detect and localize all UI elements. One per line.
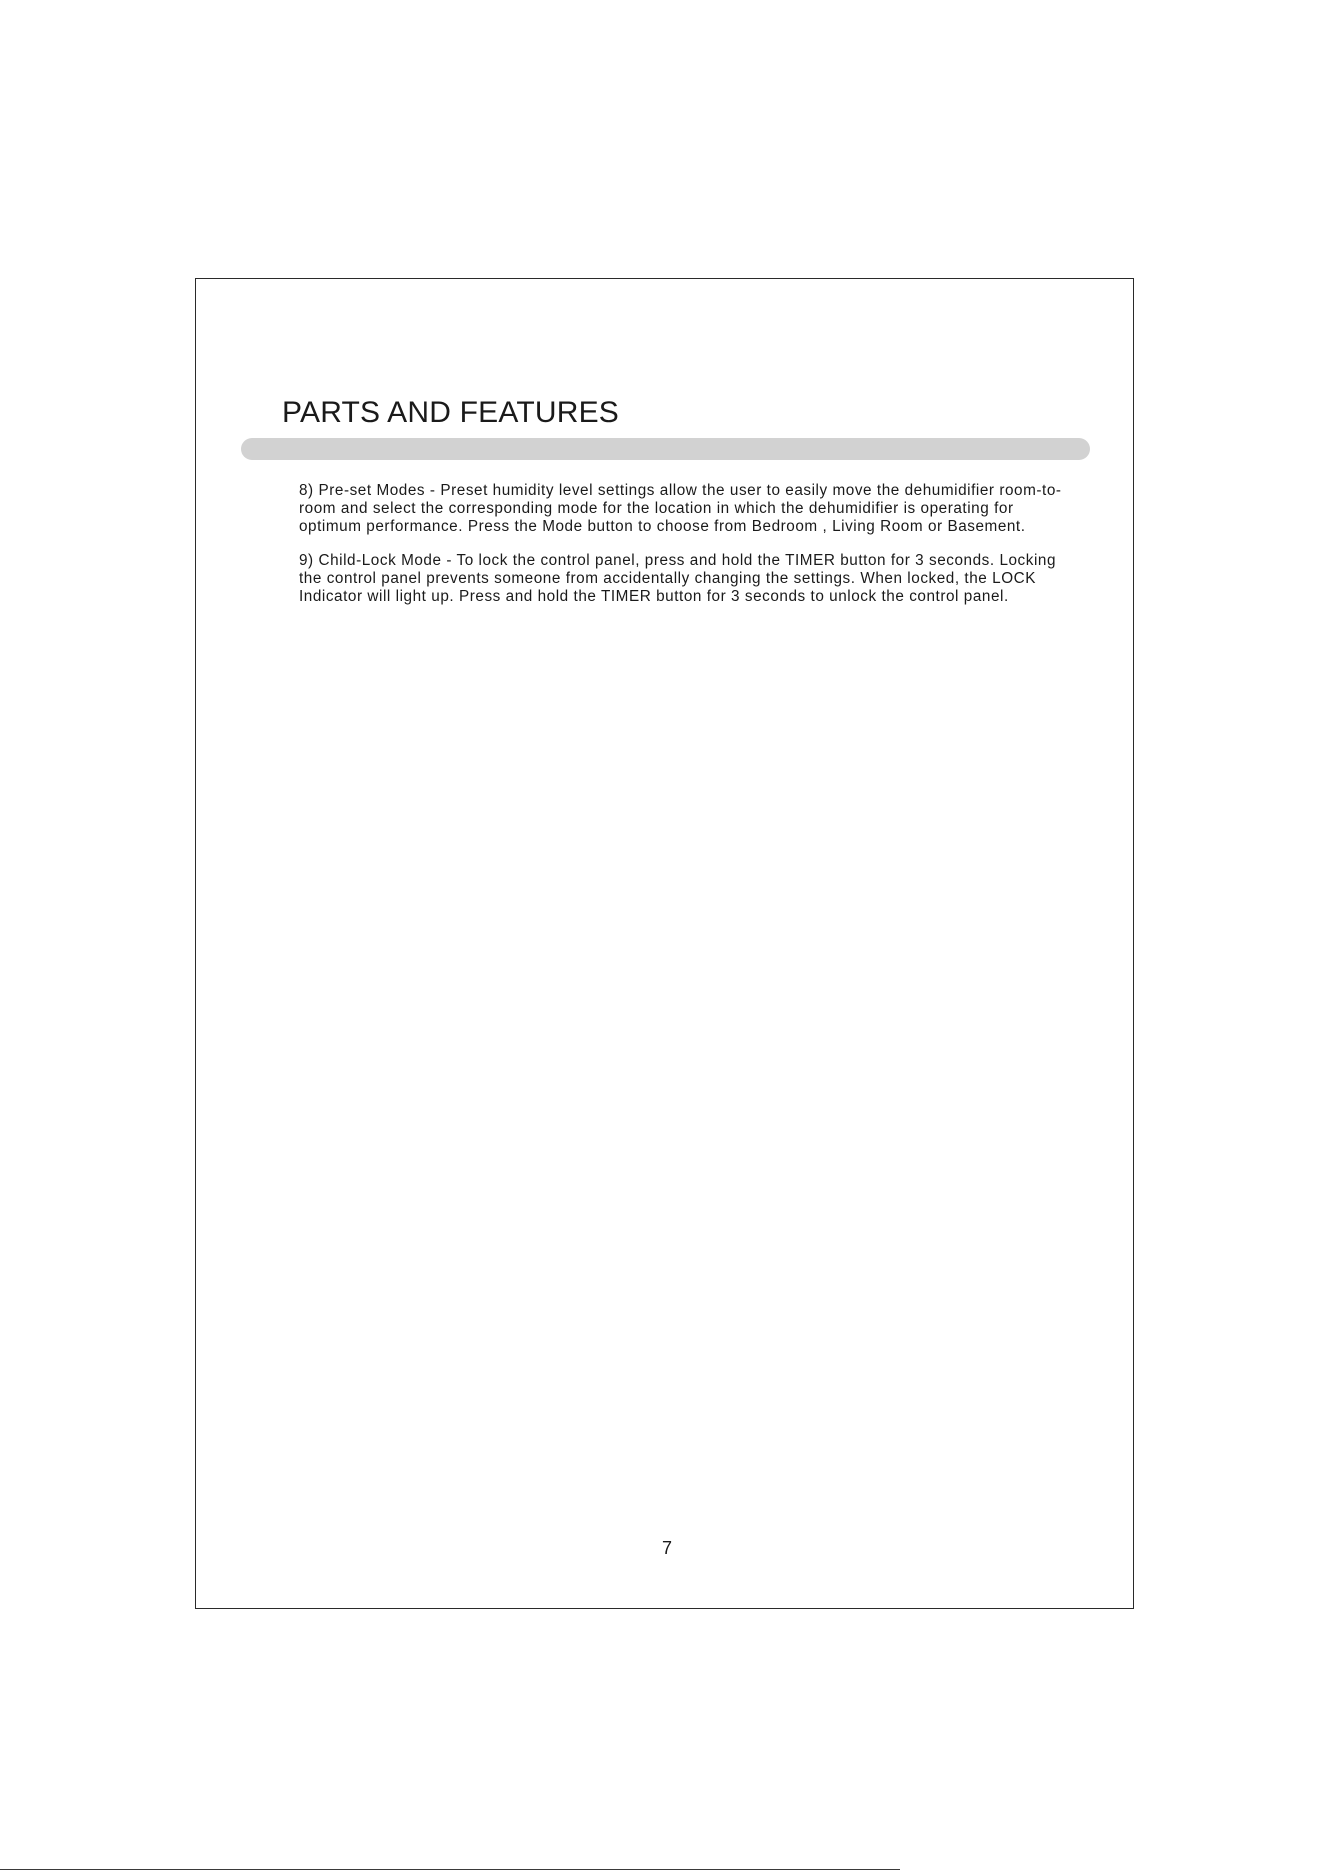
page-number: 7 bbox=[661, 1538, 672, 1558]
section-title: PARTS AND FEATURES bbox=[282, 396, 619, 429]
bottom-rule bbox=[0, 1869, 900, 1870]
feature-child-lock-mode: 9) Child-Lock Mode - To lock the control panel, press and hold the TIMER button for 3 seconds. Locking the control panel prevents someone from accidentally changing the settings. When locked, the LOCK Indicator will light up. Press and hold the TIMER button for 3 seconds to unlock the control panel. bbox=[299, 552, 1057, 605]
feature-preset-modes: 8) Pre-set Modes - Preset humidity level settings allow the user to easily move the dehumidifier room-to-room and select the corresponding mode for the location in which the dehumidifier is operating for optimum performance. Press the Mode button to choose from Bedroom , Living Room or Basement. bbox=[299, 482, 1062, 535]
features-content bbox=[299, 482, 1065, 622]
page-frame bbox=[195, 278, 1134, 1609]
section-title-bar bbox=[241, 438, 1090, 460]
